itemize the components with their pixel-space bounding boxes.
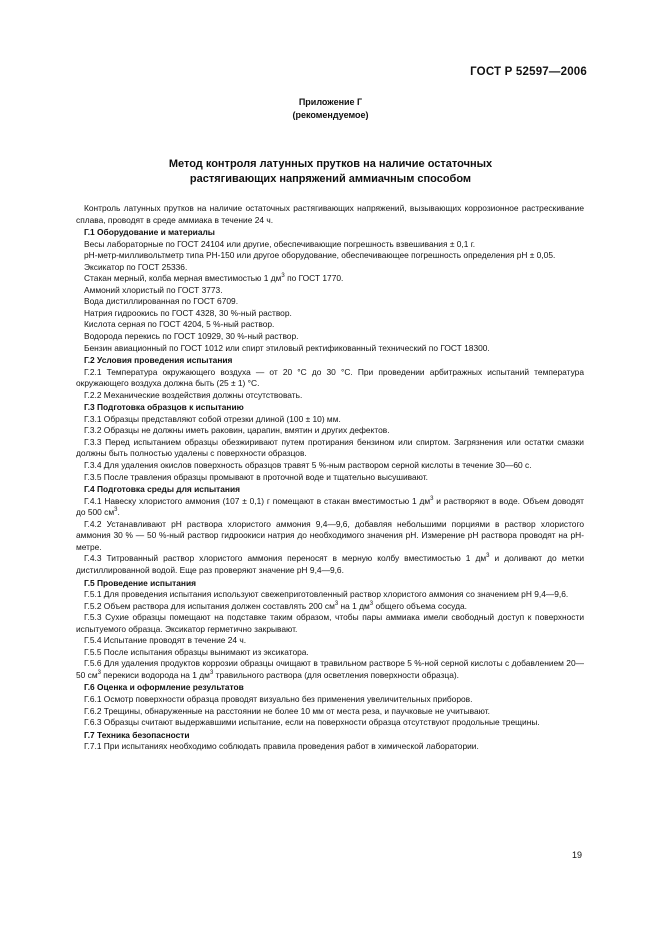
section-heading: Г.5 Проведение испытания — [84, 577, 196, 588]
body-paragraph: Бензин авиационный по ГОСТ 1012 или спирт этиловый ректификованный технический по ГОСТ 18300. — [84, 342, 490, 353]
superscript: 3 — [281, 273, 285, 280]
section-heading: Г.3 Подготовка образцов к испытанию — [84, 402, 244, 413]
body-paragraph — [76, 658, 584, 681]
superscript: 3 — [334, 600, 339, 607]
paragraph-text: Г.5.2 Объем раствора для испытания должен составлять 200 см — [84, 600, 335, 611]
body-paragraph: Контроль латунных прутков на наличие остаточных растягивающих напряжений, вызывающих коррозионное растрескивание сплава, проводят в среде аммиака в течение 24 ч. — [76, 203, 584, 225]
page-number: 19 — [571, 850, 582, 860]
superscript: 3 — [369, 600, 374, 607]
body-paragraph: Г.3.4 Для удаления окислов поверхность образцов травят 5 %-ным раствором серной кислоты в течение 30—60 с. — [84, 460, 532, 471]
body-paragraph: Г.5.1 Для проведения испытания используют свежеприготовленный раствор хлористого аммония со значением pH 9,4—9,6. — [84, 589, 569, 600]
paragraph-text: Г.5.6 Для удаления продуктов коррозии образцы очищают в травильном растворе 5 %-ной серной кислоты с добавлением 20—50 см — [76, 658, 584, 680]
body-paragraph: Г.5.5 После испытания образцы вынимают из эксикатора. — [84, 646, 309, 657]
section-heading: Г.2 Условия проведения испытания — [84, 355, 233, 366]
paragraph-text: Г.4.3 Титрованный раствор хлористого аммония переносят в мерную колбу вместимостью 1 дм — [84, 553, 487, 564]
method-title-line-2: растягивающих напряжений аммиачным способом — [189, 173, 472, 185]
paragraph-text: . — [117, 507, 120, 518]
body-paragraph: Г.5.4 Испытание проводят в течение 24 ч. — [84, 635, 247, 646]
paragraph-text: и доливают до метки дистиллированной водой. Еще раз проверяют значение pH 9,4—9,6. — [76, 553, 585, 575]
body-paragraph: Г.5.3 Сухие образцы помещают на подставке таким образом, чтобы пары аммиака имели свободный доступ к поверхности испытуемого образца. Эксикатор герметично закрывают. — [76, 612, 584, 634]
document-body — [76, 203, 584, 753]
paragraph-text: общего объема сосуда. — [373, 600, 467, 611]
section-heading: Г.1 Оборудование и материалы — [84, 227, 215, 238]
body-paragraph: Водорода перекись по ГОСТ 10929, 30 %-ный раствор. — [84, 331, 299, 342]
body-paragraph: Г.6.2 Трещины, обнаруженные на расстоянии не более 10 мм от места реза, и паучковые не учитывают. — [84, 705, 490, 716]
body-paragraph: Г.3.1 Образцы представляют собой отрезки длиной (100 ± 10) мм. — [84, 413, 341, 424]
section-heading: Г.7 Техника безопасности — [84, 729, 190, 740]
section-heading: Г.6 Оценка и оформление результатов — [84, 682, 244, 693]
body-paragraph: pH-метр-милливольтметр типа PH-150 или другое оборудование, обеспечивающее погрешность определения pH ± 0,05. — [84, 250, 556, 261]
body-paragraph: Г.6.3 Образцы считают выдержавшими испытание, если на поверхности образца отсутствуют продольные трещины. — [84, 717, 540, 728]
paragraph-text: по ГОСТ 1770. — [284, 273, 344, 284]
body-paragraph: Г.2.1 Температура окружающего воздуха — от 20 °С до 30 °С. При проведении арбитражных испытаний температура окружающего воздуха должна быть (25 ± 1) °С. — [76, 366, 584, 389]
paragraph-text: и растворяют в воде. Объем доводят до 500 см — [76, 495, 584, 518]
body-paragraph: Эксикатор по ГОСТ 25336. — [84, 261, 188, 272]
body-paragraph: Весы лабораторные по ГОСТ 24104 или другие, обеспечивающие погрешность взвешивания ± 0,1 г. — [84, 238, 476, 249]
superscript: 3 — [430, 495, 434, 502]
paragraph-text: Г.4.1 Навеску хлористого аммония (107 ± 0,1) г помещают в стакан вместимостью 1 дм — [84, 495, 431, 506]
superscript: 3 — [114, 507, 118, 514]
annex-heading — [0, 96, 661, 122]
annex-title: Приложение Г — [298, 97, 363, 107]
body-paragraph: Г.3.3 Перед испытанием образцы обезжиривают путем протирания бензином или спиртом. Загрязнения или остатки смазки должны быть полностью удалены с поверхности образцов. — [76, 436, 584, 459]
superscript: 3 — [486, 553, 490, 560]
superscript: 3 — [209, 670, 214, 677]
body-paragraph — [76, 496, 584, 519]
body-paragraph — [76, 601, 584, 613]
body-paragraph: Вода дистиллированная по ГОСТ 6709. — [84, 296, 239, 307]
section-heading: Г.4 Подготовка среды для испытания — [84, 484, 241, 495]
body-paragraph: Г.6.1 Осмотр поверхности образца проводят визуально без применения увеличительных приборов. — [84, 693, 473, 704]
body-paragraph: Г.3.5 После травления образцы промывают в проточной воде и тщательно высушивают. — [84, 471, 428, 482]
paragraph-text: перекиси водорода на 1 дм — [100, 669, 210, 680]
body-paragraph: Г.4.2 Устанавливают pH раствора хлористого аммония 9,4—9,6, добавляя небольшими порциями в раствор хлористого аммония 30 % — 50 %-ный раствор гидроокиси натрия до необходимого значения pH. Измерение pH раствора проводят на pH-метре. — [76, 518, 584, 552]
paragraph-text: травильного раствора (для осветления поверхности образца). — [213, 669, 459, 680]
body-paragraph — [76, 553, 584, 576]
body-paragraph: Г.7.1 При испытаниях необходимо соблюдать правила проведения работ в химической лаборатории. — [84, 741, 479, 752]
body-paragraph — [76, 273, 584, 285]
superscript: 3 — [97, 670, 101, 677]
document-code: ГОСТ Р 52597—2006 — [470, 66, 587, 78]
method-title-line-1: Метод контроля латунных прутков на наличие остаточных — [168, 158, 493, 170]
body-paragraph: Натрия гидроокись по ГОСТ 4328, 30 %-ный раствор. — [84, 307, 292, 318]
method-title — [0, 157, 661, 187]
paragraph-text: Стакан мерный, колба мерная вместимостью 1 дм — [84, 273, 282, 284]
paragraph-text: на 1 дм — [338, 600, 370, 611]
body-paragraph: Кислота серная по ГОСТ 4204, 5 %-ный раствор. — [84, 319, 275, 330]
body-paragraph: Г.2.2 Механические воздействия должны отсутствовать. — [84, 389, 303, 400]
body-paragraph: Г.3.2 Образцы не должны иметь раковин, царапин, вмятин и других дефектов. — [84, 425, 390, 436]
annex-subtitle: (рекомендуемое) — [292, 110, 369, 120]
body-paragraph: Аммоний хлористый по ГОСТ 3773. — [84, 284, 223, 295]
